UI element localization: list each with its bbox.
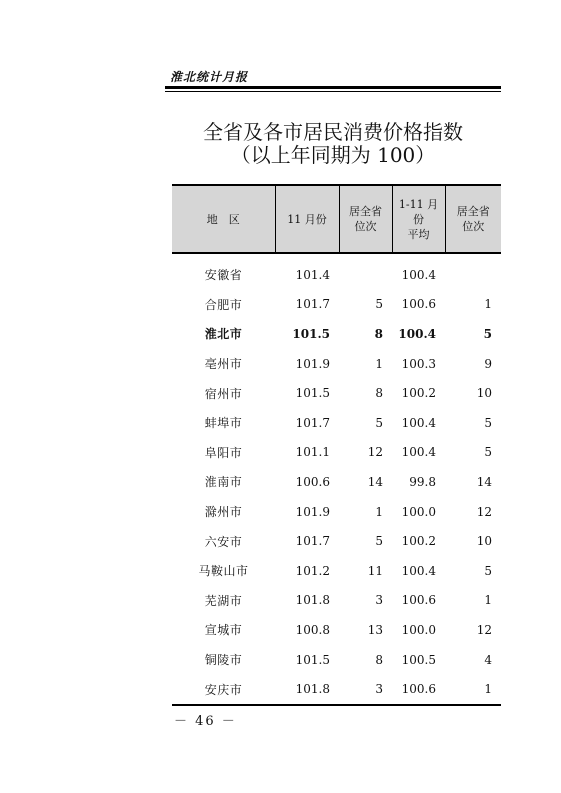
value-cell: 12 [476, 504, 492, 519]
value-cell: 101.7 [295, 415, 330, 430]
page-number: － 46 － [174, 714, 237, 729]
value-cell [339, 253, 392, 290]
price-index-table [172, 184, 501, 706]
value-cell: 100.6 [401, 297, 436, 312]
value-cell: 10 [476, 534, 492, 549]
region-cell: 安庆市 [172, 674, 275, 705]
document-subtitle: （以上年同期为 100） [230, 143, 436, 167]
value-cell: 99.8 [409, 474, 436, 489]
region-cell: 淮南市 [204, 475, 243, 490]
value-cell: 100.5 [401, 652, 436, 667]
table-row [172, 438, 501, 468]
region-cell: 宿州市 [204, 386, 243, 401]
value-cell: 5 [375, 534, 383, 549]
value-cell: 1 [375, 504, 383, 519]
header-rule-thin [165, 91, 501, 92]
header-nov: 11 月份 [275, 185, 339, 253]
region-cell: 安徽省 [204, 268, 243, 283]
value-cell: 100.6 [392, 674, 445, 705]
value-cell: 101.9 [295, 356, 330, 371]
region-cell: 阜阳市 [204, 445, 243, 460]
value-cell [445, 253, 501, 290]
table-body [172, 253, 501, 705]
value-cell: 5 [484, 415, 492, 430]
value-cell: 100.6 [295, 474, 330, 489]
value-cell: 100.4 [401, 415, 436, 430]
header-ytd-avg: 1-11 月份 平均 [392, 185, 445, 253]
value-cell: 11 [367, 563, 383, 578]
table-row [172, 467, 501, 497]
value-cell: 5 [483, 326, 492, 341]
value-cell: 9 [484, 356, 492, 371]
value-cell: 100.2 [401, 534, 436, 549]
value-cell: 5 [375, 415, 383, 430]
value-cell: 100.2 [401, 386, 436, 401]
header-nov-rank: 居全省 位次 [339, 185, 392, 253]
value-cell: 100.8 [295, 622, 330, 637]
region-cell: 铜陵市 [204, 653, 243, 668]
region-cell: 六安市 [204, 534, 243, 549]
region-cell: 淮北市 [204, 327, 243, 342]
value-cell: 14 [476, 474, 492, 489]
value-cell: 3 [339, 674, 392, 705]
region-cell: 芜湖市 [204, 593, 243, 608]
value-cell: 101.7 [295, 297, 330, 312]
value-cell: 14 [367, 474, 383, 489]
region-cell: 蚌埠市 [204, 416, 243, 431]
table-header-row [172, 185, 501, 253]
table-row [172, 253, 501, 290]
value-cell: 101.5 [295, 652, 330, 667]
value-cell: 101.8 [275, 674, 339, 705]
value-cell: 1 [484, 297, 492, 312]
region-cell: 合肥市 [204, 297, 243, 312]
table-row [172, 556, 501, 586]
value-cell: 1 [375, 356, 383, 371]
value-cell: 100.0 [401, 504, 436, 519]
table-row [172, 526, 501, 556]
value-cell: 101.5 [295, 386, 330, 401]
value-cell: 8 [375, 386, 383, 401]
value-cell: 101.4 [295, 267, 330, 282]
header-ytd-rank: 居全省 位次 [445, 185, 501, 253]
value-cell: 101.5 [292, 326, 330, 341]
value-cell: 13 [367, 622, 383, 637]
value-cell: 10 [476, 386, 492, 401]
header-region: 地 区 [172, 185, 275, 253]
region-cell: 亳州市 [204, 357, 243, 372]
value-cell: 1 [445, 674, 501, 705]
value-cell: 101.7 [295, 534, 330, 549]
value-cell: 4 [484, 652, 492, 667]
header-title: 淮北统计月报 [170, 70, 249, 84]
table-row [172, 674, 501, 705]
table-row [172, 378, 501, 408]
value-cell: 3 [375, 593, 383, 608]
table-row [172, 615, 501, 645]
region-cell: 滁州市 [204, 505, 243, 520]
value-cell: 5 [375, 297, 383, 312]
value-cell: 8 [374, 326, 383, 341]
value-cell: 101.8 [295, 593, 330, 608]
document-title: 全省及各市居民消费价格指数 [203, 120, 463, 144]
region-cell: 宣城市 [204, 623, 243, 638]
value-cell: 101.1 [295, 445, 330, 460]
header-rule [165, 86, 501, 89]
value-cell: 12 [367, 445, 383, 460]
table-row [172, 497, 501, 527]
value-cell: 5 [484, 445, 492, 460]
value-cell: 5 [484, 563, 492, 578]
value-cell: 101.9 [295, 504, 330, 519]
table-row [172, 586, 501, 616]
value-cell: 100.4 [401, 267, 436, 282]
region-cell: 马鞍山市 [198, 564, 249, 579]
table-row [172, 408, 501, 438]
table-row [172, 290, 501, 320]
value-cell: 100.3 [401, 356, 436, 371]
table-row [172, 319, 501, 349]
value-cell: 100.4 [401, 563, 436, 578]
table-row [172, 645, 501, 675]
value-cell: 101.2 [295, 563, 330, 578]
table-row [172, 349, 501, 379]
value-cell: 1 [484, 593, 492, 608]
value-cell: 100.6 [401, 593, 436, 608]
value-cell: 8 [375, 652, 383, 667]
value-cell: 100.0 [401, 622, 436, 637]
value-cell: 12 [476, 622, 492, 637]
value-cell: 100.4 [398, 326, 436, 341]
value-cell: 100.4 [401, 445, 436, 460]
